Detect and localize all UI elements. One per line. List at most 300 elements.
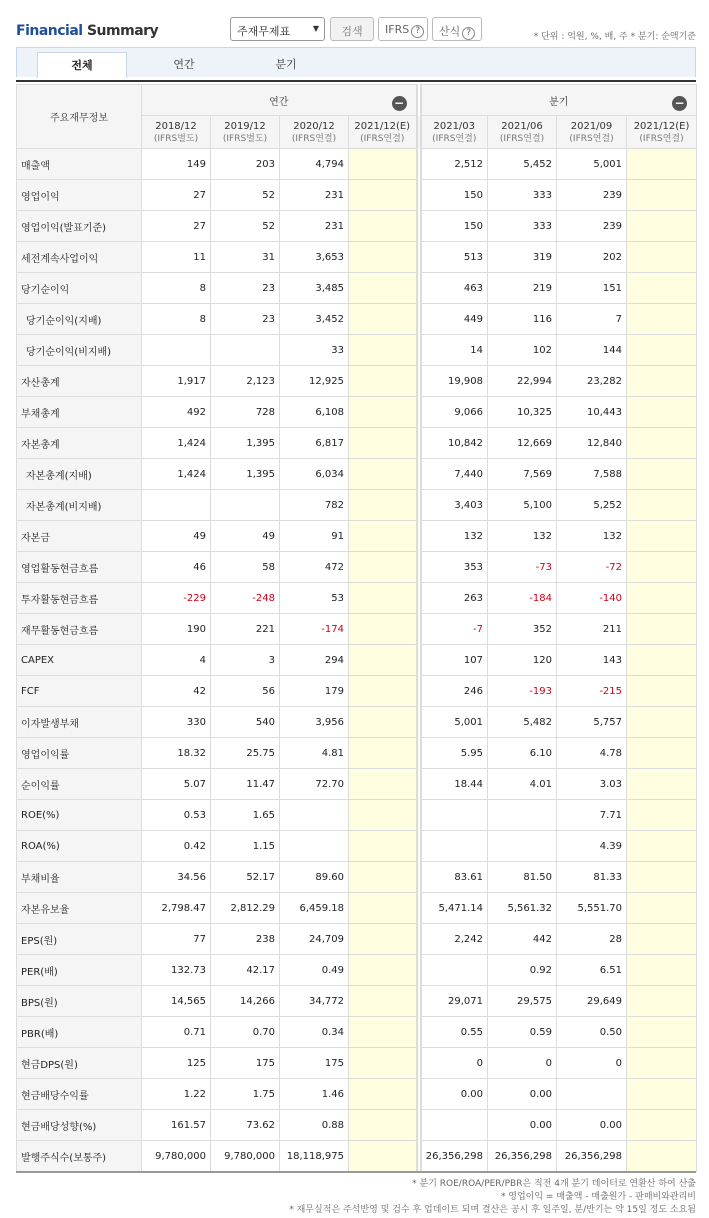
row-label: 자본총계(지배): [17, 459, 142, 490]
table-cell: 4.01: [488, 769, 557, 800]
table-cell: 442: [488, 924, 557, 955]
table-cell: 540: [211, 707, 280, 738]
table-cell: 11.47: [211, 769, 280, 800]
table-row: [17, 1110, 697, 1141]
table-cell: 52: [211, 180, 280, 211]
table-cell: 0.00: [557, 1110, 627, 1141]
table-cell: [627, 1017, 697, 1048]
table-cell: 231: [280, 211, 349, 242]
table-cell: [349, 769, 419, 800]
table-row: [17, 769, 697, 800]
table-cell: 7: [557, 304, 627, 335]
table-row: [17, 924, 697, 955]
row-label: ROA(%): [17, 831, 142, 862]
table-cell: 9,066: [419, 397, 488, 428]
table-row: [17, 645, 697, 676]
table-cell: 29,575: [488, 986, 557, 1017]
row-label: PBR(배): [17, 1017, 142, 1048]
table-cell: 9,780,000: [211, 1141, 280, 1172]
table-cell: 5,252: [557, 490, 627, 521]
table-cell: 3,653: [280, 242, 349, 273]
table-cell: 42: [142, 676, 211, 707]
table-cell: 7,569: [488, 459, 557, 490]
table-cell: [627, 831, 697, 862]
table-row: [17, 583, 697, 614]
table-cell: [627, 211, 697, 242]
table-cell: 0: [488, 1048, 557, 1079]
footnote: * 재무실적은 주석반영 및 검수 후 업데이트 되며 결산은 공시 후 일주일, 분/반기는 약 15일 정도 소요됨: [289, 1205, 696, 1215]
column-basis: (IFRS연결): [291, 133, 337, 144]
table-cell: 0: [419, 1048, 488, 1079]
table-cell: [349, 242, 419, 273]
row-label: 자본금: [17, 521, 142, 552]
table-cell: [627, 149, 697, 180]
table-cell: [349, 800, 419, 831]
table-cell: [627, 1141, 697, 1172]
table-row: [17, 800, 697, 831]
table-cell: -174: [280, 614, 349, 645]
column-period: 2021/12(E): [354, 120, 411, 132]
column-header: [211, 116, 280, 149]
row-label: 현금배당수익률: [17, 1079, 142, 1110]
table-cell: 4.39: [557, 831, 627, 862]
row-label: ROE(%): [17, 800, 142, 831]
table-cell: -140: [557, 583, 627, 614]
table-cell: 449: [419, 304, 488, 335]
column-period: 2021/06: [501, 120, 543, 132]
financial-summary-table: [16, 84, 697, 1172]
table-cell: 0.00: [488, 1079, 557, 1110]
column-header: [419, 116, 488, 149]
table-cell: 5,100: [488, 490, 557, 521]
table-cell: [627, 428, 697, 459]
table-cell: 132: [488, 521, 557, 552]
table-cell: 23: [211, 304, 280, 335]
table-cell: [627, 335, 697, 366]
table-cell: 1,395: [211, 428, 280, 459]
tab-divider: [16, 80, 696, 82]
table-cell: 202: [557, 242, 627, 273]
row-label: 당기순이익(지배): [17, 304, 142, 335]
tab-annual[interactable]: 연간: [173, 58, 195, 71]
table-cell: 91: [280, 521, 349, 552]
table-cell: [349, 366, 419, 397]
table-cell: [627, 304, 697, 335]
table-cell: 10,325: [488, 397, 557, 428]
table-cell: 25.75: [211, 738, 280, 769]
title-sub: Summary: [86, 23, 159, 39]
table-row: [17, 242, 697, 273]
table-row: [17, 304, 697, 335]
annual-group-label: 연간: [269, 96, 289, 108]
table-cell: 125: [142, 1048, 211, 1079]
table-cell: [349, 149, 419, 180]
row-label: 이자발생부채: [17, 707, 142, 738]
ifrs-label: IFRS: [385, 23, 410, 36]
row-label: 부채총계: [17, 397, 142, 428]
table-cell: [488, 831, 557, 862]
table-cell: 246: [419, 676, 488, 707]
table-cell: 120: [488, 645, 557, 676]
column-period: 2020/12: [293, 120, 335, 132]
table-cell: 0.70: [211, 1017, 280, 1048]
table-cell: [349, 490, 419, 521]
table-cell: 3,956: [280, 707, 349, 738]
table-cell: [349, 738, 419, 769]
table-cell: 26,356,298: [557, 1141, 627, 1172]
table-cell: 5,551.70: [557, 893, 627, 924]
table-row: [17, 738, 697, 769]
table-cell: [419, 955, 488, 986]
table-cell: 26,356,298: [419, 1141, 488, 1172]
table-cell: 2,798.47: [142, 893, 211, 924]
table-cell: -248: [211, 583, 280, 614]
table-cell: 352: [488, 614, 557, 645]
table-cell: 1,424: [142, 428, 211, 459]
table-cell: 28: [557, 924, 627, 955]
quarter-group-label: 분기: [549, 96, 569, 108]
table-cell: [349, 862, 419, 893]
table-cell: [349, 1141, 419, 1172]
table-cell: 4.78: [557, 738, 627, 769]
table-cell: 2,812.29: [211, 893, 280, 924]
table-cell: 151: [557, 273, 627, 304]
table-cell: 11: [142, 242, 211, 273]
table-cell: [349, 335, 419, 366]
table-cell: [627, 366, 697, 397]
table-cell: 319: [488, 242, 557, 273]
table-cell: [280, 831, 349, 862]
table-row: [17, 211, 697, 242]
table-cell: [627, 707, 697, 738]
table-row: [17, 397, 697, 428]
table-cell: [349, 397, 419, 428]
row-label: 현금배당성향(%): [17, 1110, 142, 1141]
table-cell: [627, 583, 697, 614]
table-cell: 231: [280, 180, 349, 211]
table-cell: 6,108: [280, 397, 349, 428]
table-cell: 330: [142, 707, 211, 738]
table-cell: 3: [211, 645, 280, 676]
table-cell: [627, 397, 697, 428]
table-cell: 77: [142, 924, 211, 955]
table-row: [17, 552, 697, 583]
table-cell: [627, 180, 697, 211]
table-cell: 14,565: [142, 986, 211, 1017]
table-cell: 2,123: [211, 366, 280, 397]
table-cell: 179: [280, 676, 349, 707]
column-basis: (IFRS연결): [499, 133, 545, 144]
table-cell: 3,403: [419, 490, 488, 521]
table-cell: [419, 831, 488, 862]
table-cell: 0.00: [488, 1110, 557, 1141]
table-row: [17, 335, 697, 366]
table-row: [17, 149, 697, 180]
table-cell: [211, 490, 280, 521]
table-cell: 1.22: [142, 1079, 211, 1110]
table-cell: -7: [419, 614, 488, 645]
table-cell: 8: [142, 304, 211, 335]
table-cell: 116: [488, 304, 557, 335]
footnote: * 분기 ROE/ROA/PER/PBR은 직전 4개 분기 데이터로 연환산 하여 산출: [412, 1179, 696, 1189]
table-cell: 52: [211, 211, 280, 242]
table-cell: [349, 180, 419, 211]
table-cell: [419, 800, 488, 831]
table-cell: 5,482: [488, 707, 557, 738]
row-label: 재무활동현금흐름: [17, 614, 142, 645]
table-cell: 203: [211, 149, 280, 180]
table-row: [17, 1079, 697, 1110]
column-header: [142, 116, 211, 149]
statement-type-value: 주재무제표: [237, 25, 291, 38]
table-cell: [349, 614, 419, 645]
table-cell: [349, 1079, 419, 1110]
table-cell: 14,266: [211, 986, 280, 1017]
table-cell: [627, 862, 697, 893]
row-label: 당기순이익: [17, 273, 142, 304]
column-period: 2021/03: [433, 120, 476, 132]
table-row: [17, 707, 697, 738]
table-cell: [349, 552, 419, 583]
table-cell: 5,757: [557, 707, 627, 738]
table-cell: 294: [280, 645, 349, 676]
table-cell: [627, 645, 697, 676]
table-cell: [349, 707, 419, 738]
table-cell: 175: [211, 1048, 280, 1079]
row-label: 영업이익(발표기준): [17, 211, 142, 242]
table-cell: 0.50: [557, 1017, 627, 1048]
table-cell: [349, 459, 419, 490]
collapse-annual-icon[interactable]: −: [392, 96, 407, 111]
table-cell: 221: [211, 614, 280, 645]
table-cell: 0.71: [142, 1017, 211, 1048]
table-cell: 0.49: [280, 955, 349, 986]
table-cell: [349, 211, 419, 242]
table-cell: 238: [211, 924, 280, 955]
table-cell: 3,485: [280, 273, 349, 304]
column-period: 2019/12: [224, 120, 266, 132]
table-cell: 89.60: [280, 862, 349, 893]
column-basis: (IFRS연결): [639, 133, 684, 144]
column-period: 2018/12: [155, 120, 197, 132]
table-cell: 1.75: [211, 1079, 280, 1110]
row-label: 세전계속사업이익: [17, 242, 142, 273]
formula-help-button[interactable]: [432, 17, 482, 41]
row-label: 자본총계(비지배): [17, 490, 142, 521]
table-cell: [488, 800, 557, 831]
table-row: [17, 180, 697, 211]
table-cell: 12,925: [280, 366, 349, 397]
table-cell: 6.51: [557, 955, 627, 986]
table-cell: 0.53: [142, 800, 211, 831]
table-cell: 31: [211, 242, 280, 273]
table-row: [17, 1017, 697, 1048]
page-title: [16, 23, 158, 39]
row-label: 부채비율: [17, 862, 142, 893]
table-cell: 24,709: [280, 924, 349, 955]
table-cell: [349, 645, 419, 676]
table-cell: 18,118,975: [280, 1141, 349, 1172]
table-cell: [142, 335, 211, 366]
table-cell: 5,452: [488, 149, 557, 180]
row-label: CAPEX: [17, 645, 142, 676]
table-cell: [349, 583, 419, 614]
table-cell: 72.70: [280, 769, 349, 800]
table-cell: 33: [280, 335, 349, 366]
table-cell: 7,440: [419, 459, 488, 490]
table-cell: -229: [142, 583, 211, 614]
table-cell: 9,780,000: [142, 1141, 211, 1172]
table-cell: [627, 552, 697, 583]
table-cell: 34,772: [280, 986, 349, 1017]
table-cell: 219: [488, 273, 557, 304]
column-header: [557, 116, 627, 149]
table-cell: 8: [142, 273, 211, 304]
table-cell: [349, 1017, 419, 1048]
table-cell: [349, 955, 419, 986]
footnote: * 영업이익 = 매출액 - 매출원가 - 판매비와관리비: [500, 1192, 696, 1202]
table-row: [17, 366, 697, 397]
table-cell: 0.55: [419, 1017, 488, 1048]
table-cell: 149: [142, 149, 211, 180]
table-cell: 46: [142, 552, 211, 583]
row-label: 영업이익률: [17, 738, 142, 769]
table-row: [17, 490, 697, 521]
table-cell: 5,001: [557, 149, 627, 180]
table-cell: 6.10: [488, 738, 557, 769]
table-cell: 333: [488, 211, 557, 242]
table-cell: 150: [419, 211, 488, 242]
title-main: Financial: [16, 23, 83, 39]
chevron-down-icon: ▼: [312, 24, 319, 33]
table-cell: 144: [557, 335, 627, 366]
table-cell: 49: [211, 521, 280, 552]
table-cell: 0.00: [419, 1079, 488, 1110]
table-cell: 73.62: [211, 1110, 280, 1141]
table-cell: 10,842: [419, 428, 488, 459]
table-cell: [627, 242, 697, 273]
column-header: [349, 116, 419, 149]
table-cell: [627, 893, 697, 924]
table-cell: [627, 986, 697, 1017]
row-label: 당기순이익(비지배): [17, 335, 142, 366]
row-header: 주요재무정보: [17, 85, 142, 149]
table-cell: 132: [419, 521, 488, 552]
table-row: [17, 1141, 697, 1172]
table-cell: 463: [419, 273, 488, 304]
row-label: 현금DPS(원): [17, 1048, 142, 1079]
row-label: 영업활동현금흐름: [17, 552, 142, 583]
table-cell: 10,443: [557, 397, 627, 428]
table-cell: [627, 1048, 697, 1079]
ifrs-help-button[interactable]: [378, 17, 428, 41]
table-cell: 34.56: [142, 862, 211, 893]
column-header: [280, 116, 349, 149]
table-cell: 58: [211, 552, 280, 583]
table-cell: 5.07: [142, 769, 211, 800]
table-cell: 0.34: [280, 1017, 349, 1048]
tab-all[interactable]: 전체: [37, 52, 127, 78]
table-cell: [627, 924, 697, 955]
table-cell: 56: [211, 676, 280, 707]
table-cell: -184: [488, 583, 557, 614]
table-cell: [419, 1110, 488, 1141]
table-cell: -72: [557, 552, 627, 583]
table-cell: 1,395: [211, 459, 280, 490]
column-header: [627, 116, 697, 149]
table-cell: [349, 924, 419, 955]
row-label: FCF: [17, 676, 142, 707]
table-cell: 81.50: [488, 862, 557, 893]
tab-quarter[interactable]: 분기: [275, 58, 297, 71]
table-cell: 12,669: [488, 428, 557, 459]
column-basis: (IFRS연결): [360, 133, 405, 144]
table-cell: 782: [280, 490, 349, 521]
column-basis: (IFRS별도): [153, 133, 199, 144]
table-cell: 5.95: [419, 738, 488, 769]
table-cell: [349, 1048, 419, 1079]
table-cell: 1,917: [142, 366, 211, 397]
table-cell: [627, 614, 697, 645]
table-cell: 81.33: [557, 862, 627, 893]
row-label: 자본유보율: [17, 893, 142, 924]
table-row: [17, 831, 697, 862]
statement-type-select[interactable]: [230, 17, 325, 41]
table-cell: 107: [419, 645, 488, 676]
column-basis: (IFRS별도): [222, 133, 268, 144]
table-cell: [627, 490, 697, 521]
table-row: [17, 273, 697, 304]
table-cell: [280, 800, 349, 831]
table-cell: 14: [419, 335, 488, 366]
table-cell: 0.42: [142, 831, 211, 862]
table-cell: 29,649: [557, 986, 627, 1017]
table-cell: [349, 273, 419, 304]
table-cell: 353: [419, 552, 488, 583]
table-cell: 29,071: [419, 986, 488, 1017]
row-label: 순이익률: [17, 769, 142, 800]
table-cell: [627, 676, 697, 707]
table-cell: 175: [280, 1048, 349, 1079]
table-cell: 5,471.14: [419, 893, 488, 924]
table-cell: [349, 1110, 419, 1141]
table-cell: [627, 521, 697, 552]
table-cell: 239: [557, 211, 627, 242]
table-cell: 0.92: [488, 955, 557, 986]
search-button[interactable]: 검색: [330, 17, 374, 41]
annual-group-header: [142, 85, 419, 116]
table-cell: 5,561.32: [488, 893, 557, 924]
table-cell: [627, 273, 697, 304]
table-cell: 26,356,298: [488, 1141, 557, 1172]
row-label: BPS(원): [17, 986, 142, 1017]
table-row: [17, 459, 697, 490]
table-cell: [627, 1079, 697, 1110]
table-cell: [142, 490, 211, 521]
table-cell: 2,512: [419, 149, 488, 180]
table-bottom-border: [16, 1171, 696, 1173]
table-cell: -193: [488, 676, 557, 707]
table-row: [17, 614, 697, 645]
row-label: 자본총계: [17, 428, 142, 459]
collapse-quarter-icon[interactable]: −: [672, 96, 687, 111]
table-cell: [349, 831, 419, 862]
table-cell: 132.73: [142, 955, 211, 986]
table-cell: [349, 304, 419, 335]
table-cell: 211: [557, 614, 627, 645]
table-cell: 22,994: [488, 366, 557, 397]
table-cell: 18.44: [419, 769, 488, 800]
